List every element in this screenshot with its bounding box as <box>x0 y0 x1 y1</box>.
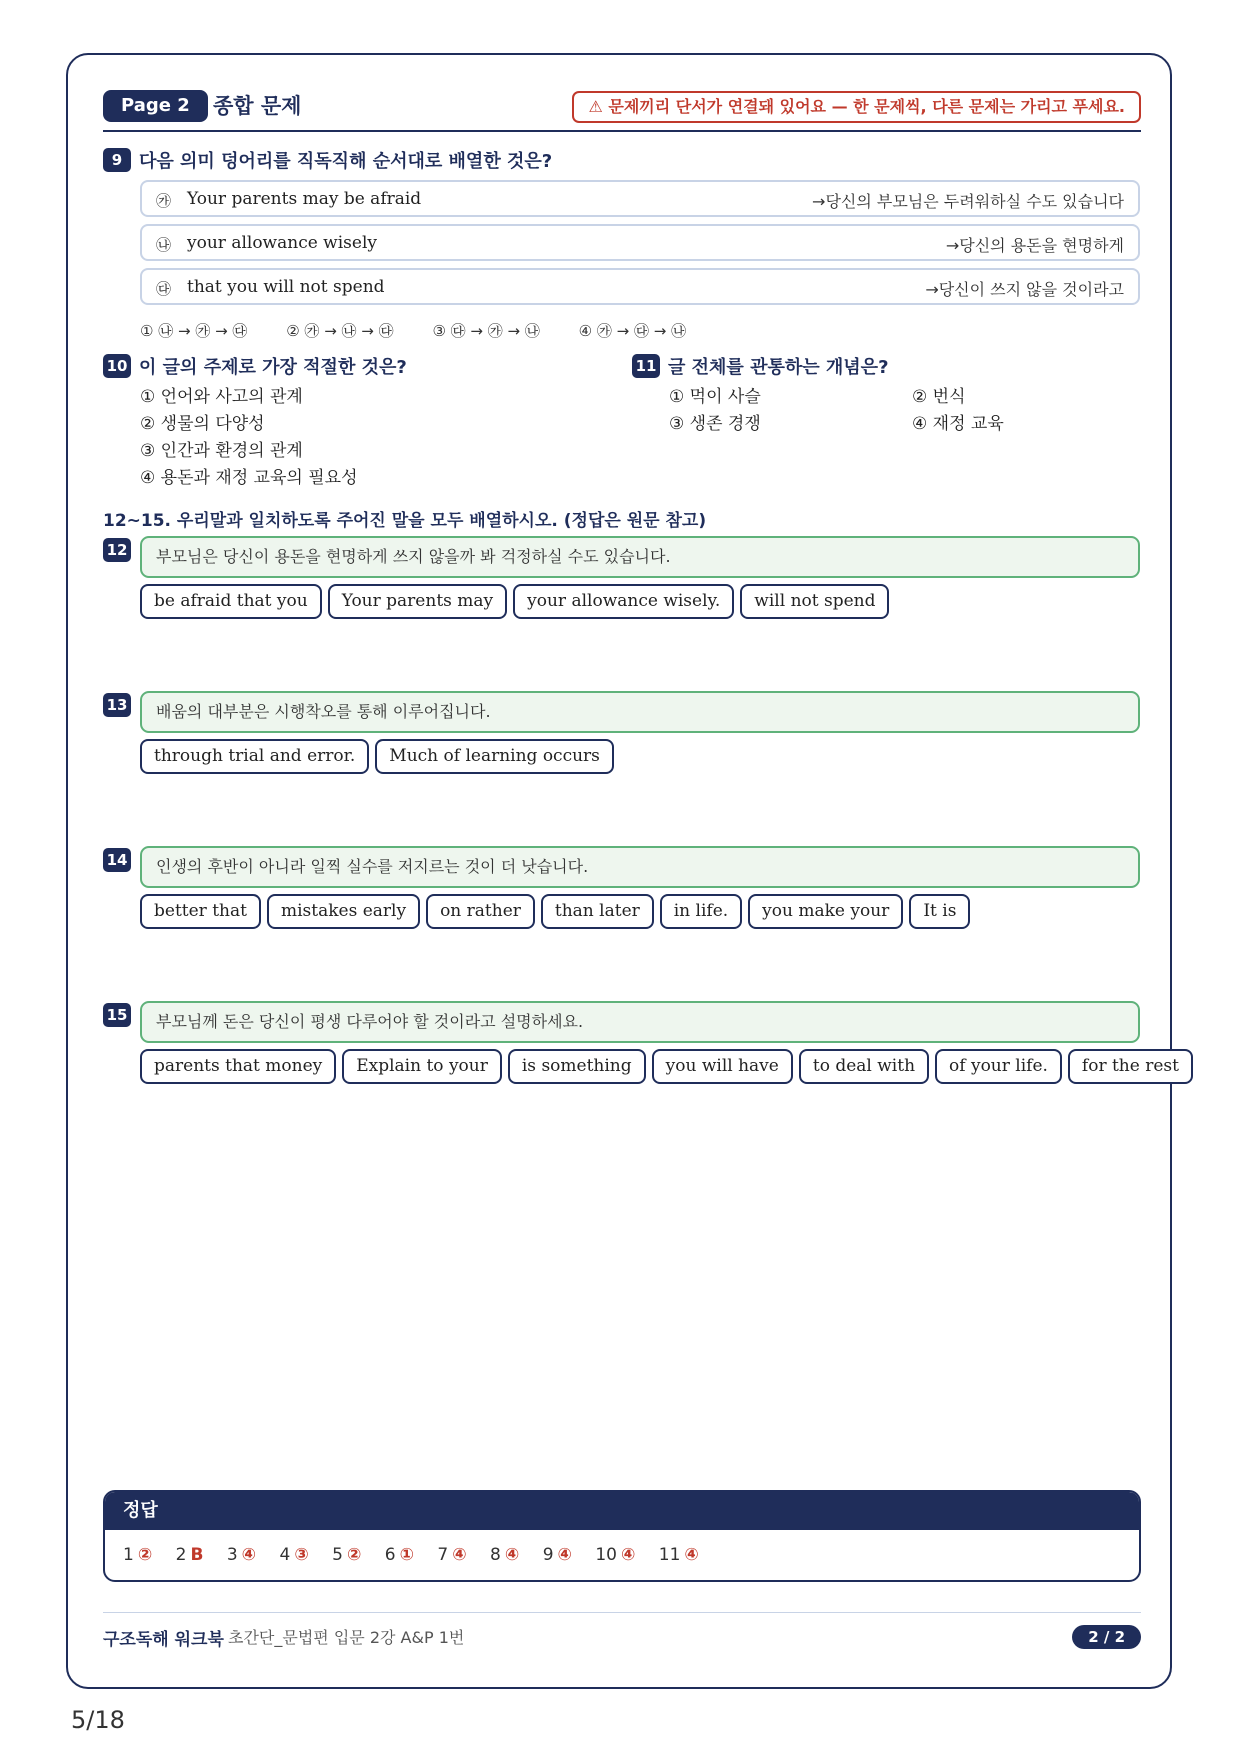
answer-value: ④ <box>557 1545 572 1565</box>
question-text: 글 전체를 관통하는 개념은? <box>668 357 889 378</box>
chunk-korean: →당신의 부모님은 두려워하실 수도 있습니다 <box>812 192 1124 211</box>
chunk-korean: →당신이 쓰지 않을 것이라고 <box>925 280 1124 299</box>
word-tiles <box>140 894 970 929</box>
meaning-chunk <box>140 268 1140 305</box>
option[interactable]: ④ ㉮ → ㉰ → ㉯ <box>578 322 687 340</box>
question-text: 이 글의 주제로 가장 적절한 것은? <box>139 357 407 378</box>
question-11-options-right <box>912 384 1004 438</box>
answer-value: ④ <box>241 1545 257 1565</box>
answer-number: 3 <box>226 1545 238 1565</box>
chunk-marker: ㉰ <box>156 280 172 298</box>
word-tile[interactable]: you make your <box>748 894 903 929</box>
question-number: 9 <box>103 148 131 172</box>
answer-value: ④ <box>452 1545 467 1565</box>
question-number: 10 <box>103 354 131 378</box>
word-tile[interactable]: through trial and error. <box>140 739 369 774</box>
question-number: 13 <box>103 693 131 717</box>
chunk-english: your allowance wisely <box>187 233 377 253</box>
answer-value: ④ <box>504 1545 520 1565</box>
option[interactable]: ② ㉮ → ㉯ → ㉰ <box>286 322 394 340</box>
page-label: Page 2 <box>103 90 208 122</box>
word-tile[interactable]: on rather <box>426 894 535 929</box>
answer-item <box>437 1545 466 1565</box>
answer-key-title: 정답 <box>105 1492 1139 1530</box>
option[interactable]: ③ 생존 경쟁 <box>669 414 761 434</box>
answer-number: 8 <box>490 1545 501 1565</box>
question-text: 다음 의미 덩어리를 직독직해 순서대로 배열한 것은? <box>139 151 553 172</box>
answer-value: B <box>190 1545 204 1565</box>
word-tile[interactable]: parents that money <box>140 1049 336 1084</box>
question-number: 15 <box>103 1003 131 1027</box>
option[interactable]: ① 언어와 사고의 관계 <box>140 387 303 407</box>
answer-item <box>332 1545 361 1565</box>
word-tile[interactable]: be afraid that you <box>140 584 322 619</box>
answer-item <box>176 1545 204 1565</box>
page-count-badge: 2 / 2 <box>1072 1625 1141 1649</box>
answer-item <box>659 1545 699 1565</box>
answer-number: 5 <box>332 1545 343 1565</box>
option[interactable]: ③ 인간과 환경의 관계 <box>140 441 303 461</box>
word-tile[interactable]: will not spend <box>740 584 889 619</box>
option[interactable]: ② 번식 <box>912 387 966 407</box>
word-tile[interactable]: It is <box>909 894 970 929</box>
option[interactable]: ① ㉯ → ㉮ → ㉰ <box>140 322 248 340</box>
answer-number: 7 <box>437 1545 449 1565</box>
question-10-options <box>140 384 358 492</box>
word-tile[interactable]: for the rest <box>1068 1049 1193 1084</box>
option[interactable]: ① 먹이 사슬 <box>669 387 761 407</box>
question-11-title <box>632 353 889 379</box>
answer-number: 9 <box>542 1545 554 1565</box>
korean-sentence: 인생의 후반이 아니라 일찍 실수를 저지르는 것이 더 낫습니다. <box>140 846 1140 888</box>
answer-item <box>385 1545 414 1565</box>
chunk-english: Your parents may be afraid <box>187 189 422 209</box>
word-tile[interactable]: you will have <box>652 1049 793 1084</box>
answer-number: 2 <box>175 1545 187 1565</box>
answer-item <box>279 1545 308 1565</box>
answer-number: 1 <box>123 1545 134 1565</box>
question-number: 12 <box>103 538 131 562</box>
word-tile[interactable]: better that <box>140 894 261 929</box>
question-number: 11 <box>632 354 660 378</box>
korean-sentence: 부모님께 돈은 당신이 평생 다루어야 할 것이라고 설명하세요. <box>140 1001 1140 1043</box>
question-9-options <box>140 320 720 341</box>
answer-number: 4 <box>279 1545 291 1565</box>
question-number: 14 <box>103 848 131 872</box>
warning-banner: ⚠ 문제끼리 단서가 연결돼 있어요 — 한 문제씩, 다른 문제는 가리고 푸세요. <box>572 91 1141 123</box>
answer-item <box>227 1545 256 1565</box>
answer-key <box>103 1490 1141 1582</box>
chunk-korean: →당신의 용돈을 현명하게 <box>945 236 1124 255</box>
word-tile[interactable]: Explain to your <box>342 1049 502 1084</box>
answer-item <box>490 1545 519 1565</box>
answer-number: 6 <box>384 1545 396 1565</box>
answer-value: ③ <box>294 1545 309 1565</box>
word-tile[interactable]: in life. <box>660 894 742 929</box>
answer-value: ② <box>137 1545 153 1565</box>
word-tile[interactable]: than later <box>541 894 654 929</box>
chunk-english: that you will not spend <box>187 277 385 297</box>
section-title: 종합 문제 <box>213 94 302 118</box>
answer-number: 11 <box>658 1545 681 1565</box>
word-tile[interactable]: Much of learning occurs <box>375 739 614 774</box>
chunk-marker: ㉮ <box>156 192 172 210</box>
answer-item <box>595 1545 635 1565</box>
answer-value: ④ <box>684 1545 699 1565</box>
answer-value: ① <box>399 1545 414 1565</box>
word-tiles <box>140 1049 1193 1084</box>
option[interactable]: ② 생물의 다양성 <box>140 414 265 434</box>
page-header <box>103 90 1141 132</box>
footer-subtitle: 초간단_문법편 입문 2강 A&P 1번 <box>228 1628 465 1647</box>
question-11-options <box>669 384 761 438</box>
section-heading: 12~15. 우리말과 일치하도록 주어진 말을 모두 배열하시오. (정답은 원문 참고) <box>103 511 707 531</box>
answer-row <box>105 1530 1139 1580</box>
korean-sentence: 배움의 대부분은 시행착오를 통해 이루어집니다. <box>140 691 1140 733</box>
answer-value: ④ <box>620 1545 636 1565</box>
page-footer <box>103 1612 1141 1653</box>
word-tile[interactable]: of your life. <box>935 1049 1062 1084</box>
answer-item <box>123 1545 152 1565</box>
korean-sentence: 부모님은 당신이 용돈을 현명하게 쓰지 않을까 봐 걱정하실 수도 있습니다. <box>140 536 1140 578</box>
word-tiles <box>140 739 614 774</box>
meaning-chunk <box>140 224 1140 261</box>
chunk-marker: ㉯ <box>156 236 172 254</box>
question-10-title <box>103 353 407 379</box>
option[interactable]: ④ 재정 교육 <box>912 414 1004 434</box>
word-tiles <box>140 584 889 619</box>
word-tile[interactable]: to deal with <box>799 1049 929 1084</box>
word-tile[interactable]: mistakes early <box>267 894 420 929</box>
question-9-title <box>103 147 552 173</box>
option[interactable]: ③ ㉰ → ㉮ → ㉯ <box>432 322 540 340</box>
word-tile[interactable]: Your parents may <box>328 584 507 619</box>
answer-number: 10 <box>595 1545 617 1565</box>
meaning-chunk <box>140 180 1140 217</box>
footer-brand: 구조독해 워크북 <box>103 1630 224 1650</box>
word-tile[interactable]: is something <box>508 1049 646 1084</box>
option[interactable]: ④ 용돈과 재정 교육의 필요성 <box>140 468 358 488</box>
word-tile[interactable]: your allowance wisely. <box>513 584 734 619</box>
answer-value: ② <box>346 1545 362 1565</box>
page-number: 5/18 <box>71 1706 125 1734</box>
answer-item <box>543 1545 572 1565</box>
